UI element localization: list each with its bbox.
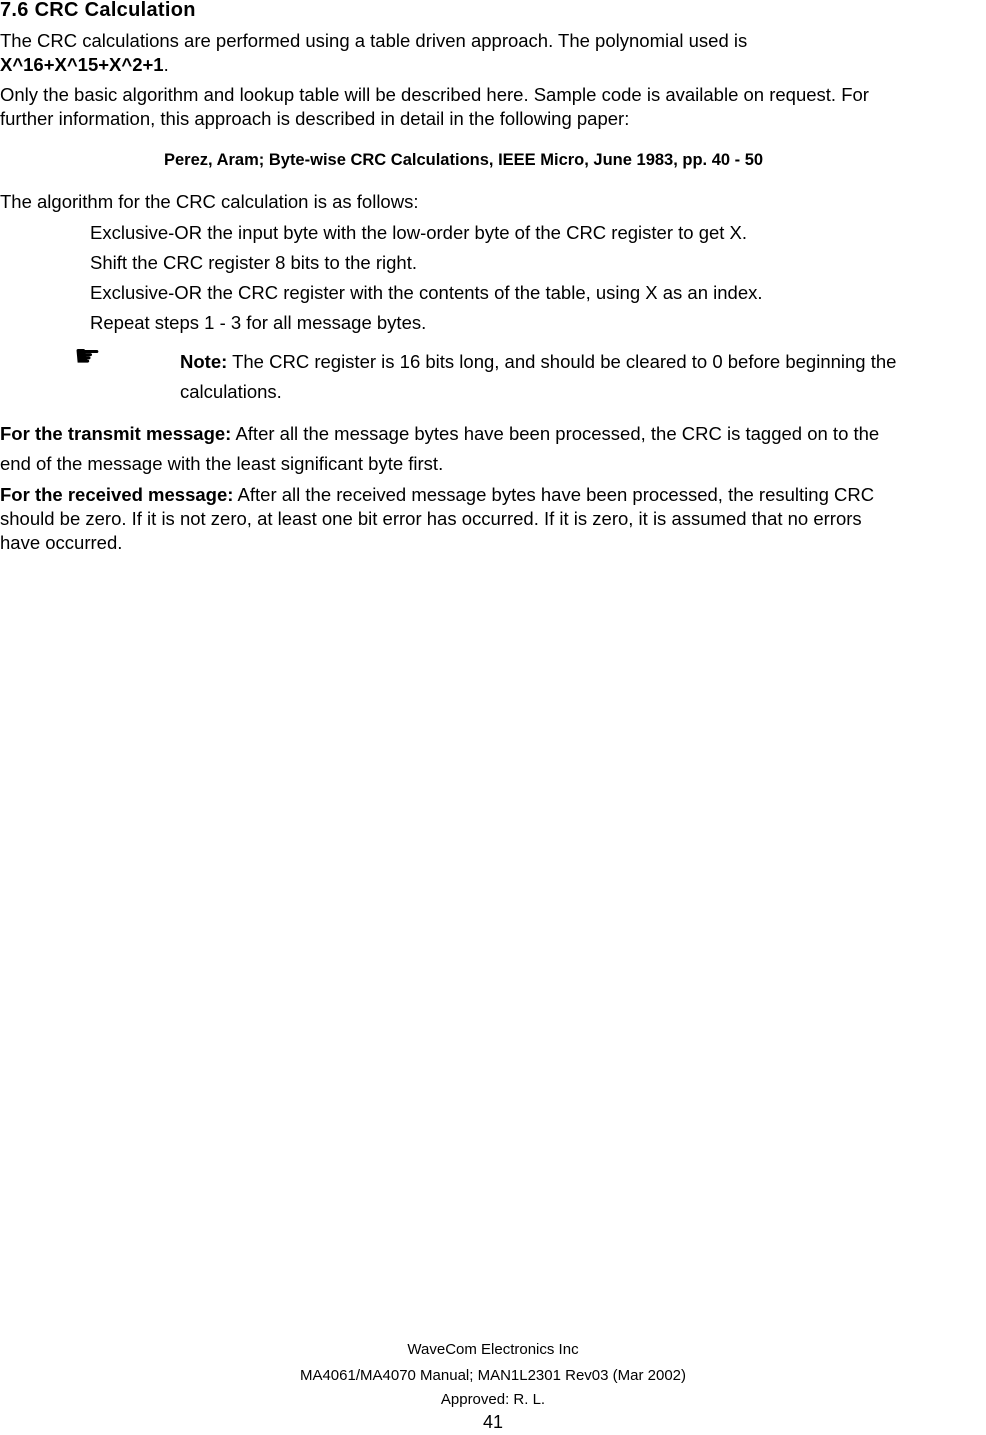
section-heading xyxy=(0,0,196,22)
section-number: 7.6 xyxy=(0,0,29,21)
paragraph2-line-1: Only the basic algorithm and lookup table will be described here. Sample code is available on request. For xyxy=(0,84,869,105)
transmit-line-2: end of the message with the least significant byte first. xyxy=(0,453,444,474)
intro-line-2 xyxy=(0,53,169,77)
polynomial-suffix: . xyxy=(163,54,169,75)
paragraph2-line-2: further information, this approach is described in detail in the following paper: xyxy=(0,108,630,129)
algorithm-step-3: Exclusive-OR the CRC register with the contents of the table, using X as an index. xyxy=(90,282,763,303)
page-number: 41 xyxy=(482,1412,504,1432)
received-line-1 xyxy=(0,483,874,507)
note-text-1: The CRC register is 16 bits long, and should be cleared to 0 before beginning the xyxy=(227,351,897,372)
received-line-2: should be zero. If it is not zero, at least one bit error has occurred. If it is zero, it is assumed that no errors xyxy=(0,508,862,529)
footer-approved: Approved: R. L. xyxy=(440,1391,546,1408)
algorithm-step-2: Shift the CRC register 8 bits to the right. xyxy=(90,252,417,273)
algorithm-step-4: Repeat steps 1 - 3 for all message bytes. xyxy=(90,312,427,333)
polynomial: X^16+X^15+X^2+1 xyxy=(0,54,164,75)
received-text-1: After all the received message bytes have been processed, the resulting CRC xyxy=(233,484,875,505)
algorithm-step-1: Exclusive-OR the input byte with the low-order byte of the CRC register to get X. xyxy=(90,222,748,243)
received-label: For the received message: xyxy=(0,484,234,505)
note-line-1 xyxy=(180,350,896,374)
note-label: Note: xyxy=(180,351,228,372)
footer-company: WaveCom Electronics Inc xyxy=(407,1341,579,1358)
note-line-2: calculations. xyxy=(180,381,282,402)
pointing-hand-icon: ☛ xyxy=(74,339,101,374)
transmit-line-1 xyxy=(0,422,879,446)
received-line-3: have occurred. xyxy=(0,532,123,553)
footer-manual: MA4061/MA4070 Manual; MAN1L2301 Rev03 (Mar 2002) xyxy=(299,1367,687,1384)
section-title: CRC Calculation xyxy=(34,0,196,21)
intro-line-1: The CRC calculations are performed using a table driven approach. The polynomial used is xyxy=(0,30,748,51)
algorithm-intro: The algorithm for the CRC calculation is as follows: xyxy=(0,191,419,212)
transmit-label: For the transmit message: xyxy=(0,423,232,444)
transmit-text-1: After all the message bytes have been processed, the CRC is tagged on to the xyxy=(231,423,880,444)
citation: Perez, Aram; Byte-wise CRC Calculations, IEEE Micro, June 1983, pp. 40 - 50 xyxy=(164,151,764,169)
